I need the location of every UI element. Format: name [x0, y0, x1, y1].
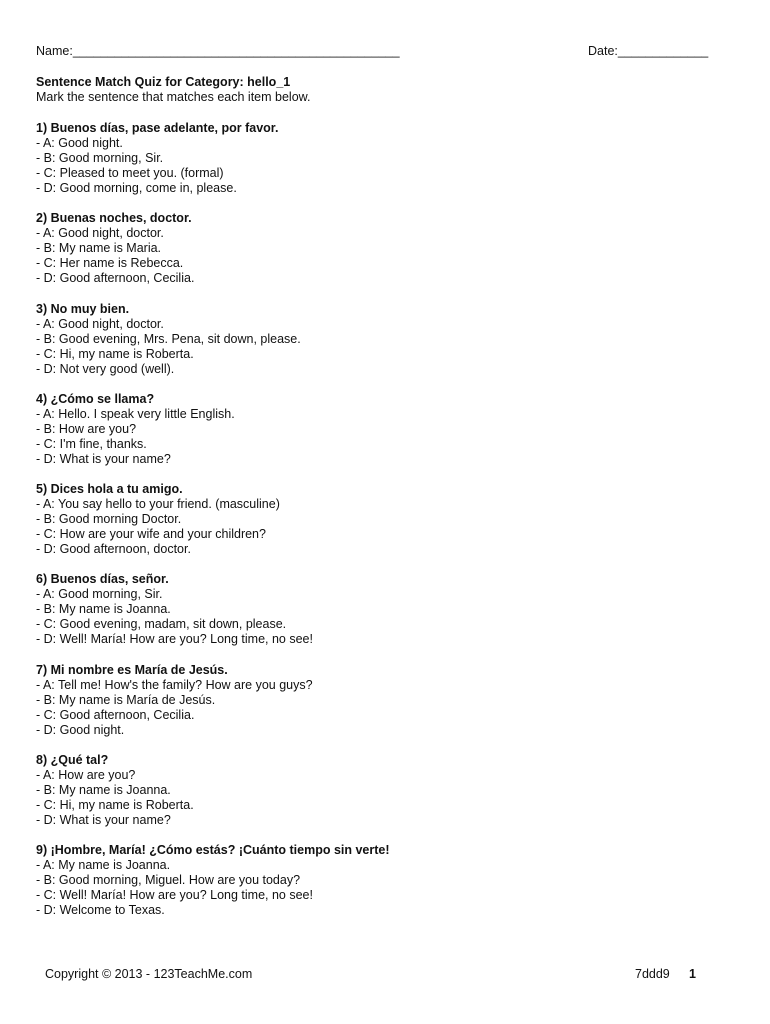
question-prompt: 2) Buenas noches, doctor.: [36, 211, 192, 226]
question-list: [36, 121, 736, 934]
question-block: [36, 392, 736, 467]
answer-choice: - B: Good morning, Sir.: [36, 151, 164, 165]
answer-choice: - B: Good morning, Miguel. How are you today?: [36, 873, 301, 888]
answer-choice: - B: Good morning Doctor.: [36, 512, 182, 527]
question-block: [36, 302, 736, 377]
question-prompt: 5) Dices hola a tu amigo.: [36, 482, 183, 497]
answer-choice: - D: Not very good (well).: [36, 361, 175, 376]
question-block: [36, 572, 736, 647]
answer-choice: - A: You say hello to your friend. (masculine): [36, 497, 280, 512]
answer-choice: - D: What is your name?: [36, 813, 171, 828]
quiz-title: Sentence Match Quiz for Category: hello_1: [36, 75, 291, 89]
question-prompt: 7) Mi nombre es María de Jesús.: [36, 662, 228, 677]
answer-choice: - A: Hello. I speak very little English.: [36, 406, 235, 421]
question-block: [36, 482, 736, 557]
question-block: [36, 663, 736, 738]
answer-choice: - A: Good night, doctor.: [36, 226, 164, 241]
copyright-text: Copyright © 2013 - 123TeachMe.com: [45, 967, 253, 981]
answer-choice: - C: Pleased to meet you. (formal): [36, 166, 224, 180]
page-number: 1: [689, 967, 696, 981]
answer-choice: - A: Tell me! How's the family? How are you guys?: [36, 677, 313, 692]
question-prompt: 8) ¿Qué tal?: [36, 753, 109, 768]
answer-choice: - C: I'm fine, thanks.: [36, 436, 147, 451]
answer-choice: - C: How are your wife and your children?: [36, 527, 266, 542]
question-prompt: 6) Buenos días, señor.: [36, 572, 169, 587]
question-block: [36, 211, 736, 286]
answer-choice: - A: Good morning, Sir.: [36, 587, 163, 602]
question-prompt: 4) ¿Cómo se llama?: [36, 391, 155, 406]
answer-choice: - B: My name is Joanna.: [36, 602, 171, 617]
answer-choice: - C: Good evening, madam, sit down, please.: [36, 617, 287, 632]
answer-choice: - C: Good afternoon, Cecilia.: [36, 707, 195, 722]
answer-choice: - A: Good night.: [36, 136, 123, 150]
answer-choice: - D: Welcome to Texas.: [36, 903, 165, 918]
answer-choice: - D: Good afternoon, doctor.: [36, 542, 191, 557]
question-prompt: 9) ¡Hombre, María! ¿Cómo estás? ¡Cuánto tiempo sin verte!: [36, 843, 390, 858]
question-block: [36, 843, 736, 918]
answer-choice: - A: My name is Joanna.: [36, 858, 171, 873]
answer-choice: - B: How are you?: [36, 421, 137, 436]
worksheet-code: 7ddd9: [635, 967, 670, 981]
answer-choice: - D: Good afternoon, Cecilia.: [36, 271, 195, 286]
quiz-instructions: Mark the sentence that matches each item below.: [36, 90, 311, 104]
answer-choice: - C: Hi, my name is Roberta.: [36, 798, 194, 813]
answer-choice: - C: Well! María! How are you? Long time, no see!: [36, 888, 313, 903]
answer-choice: - B: My name is Maria.: [36, 241, 162, 256]
question-block: [36, 753, 736, 828]
quiz-heading: [36, 75, 736, 105]
question-prompt: 1) Buenos días, pase adelante, por favor.: [36, 121, 279, 135]
answer-choice: - D: Good night.: [36, 722, 125, 737]
name-field-label: Name:_______________________________________________: [36, 44, 400, 58]
question-prompt: 3) No muy bien.: [36, 301, 130, 316]
answer-choice: - C: Hi, my name is Roberta.: [36, 346, 194, 361]
answer-choice: - B: My name is Joanna.: [36, 783, 171, 798]
answer-choice: - C: Her name is Rebecca.: [36, 256, 184, 271]
question-block: [36, 121, 736, 196]
answer-choice: - D: Good morning, come in, please.: [36, 181, 237, 195]
date-field-label: Date:_____________: [588, 44, 709, 58]
answer-choice: - B: Good evening, Mrs. Pena, sit down, please.: [36, 331, 301, 346]
answer-choice: - D: What is your name?: [36, 451, 171, 466]
answer-choice: - A: Good night, doctor.: [36, 316, 164, 331]
answer-choice: - D: Well! María! How are you? Long time, no see!: [36, 632, 313, 647]
answer-choice: - B: My name is María de Jesús.: [36, 692, 216, 707]
answer-choice: - A: How are you?: [36, 768, 136, 783]
